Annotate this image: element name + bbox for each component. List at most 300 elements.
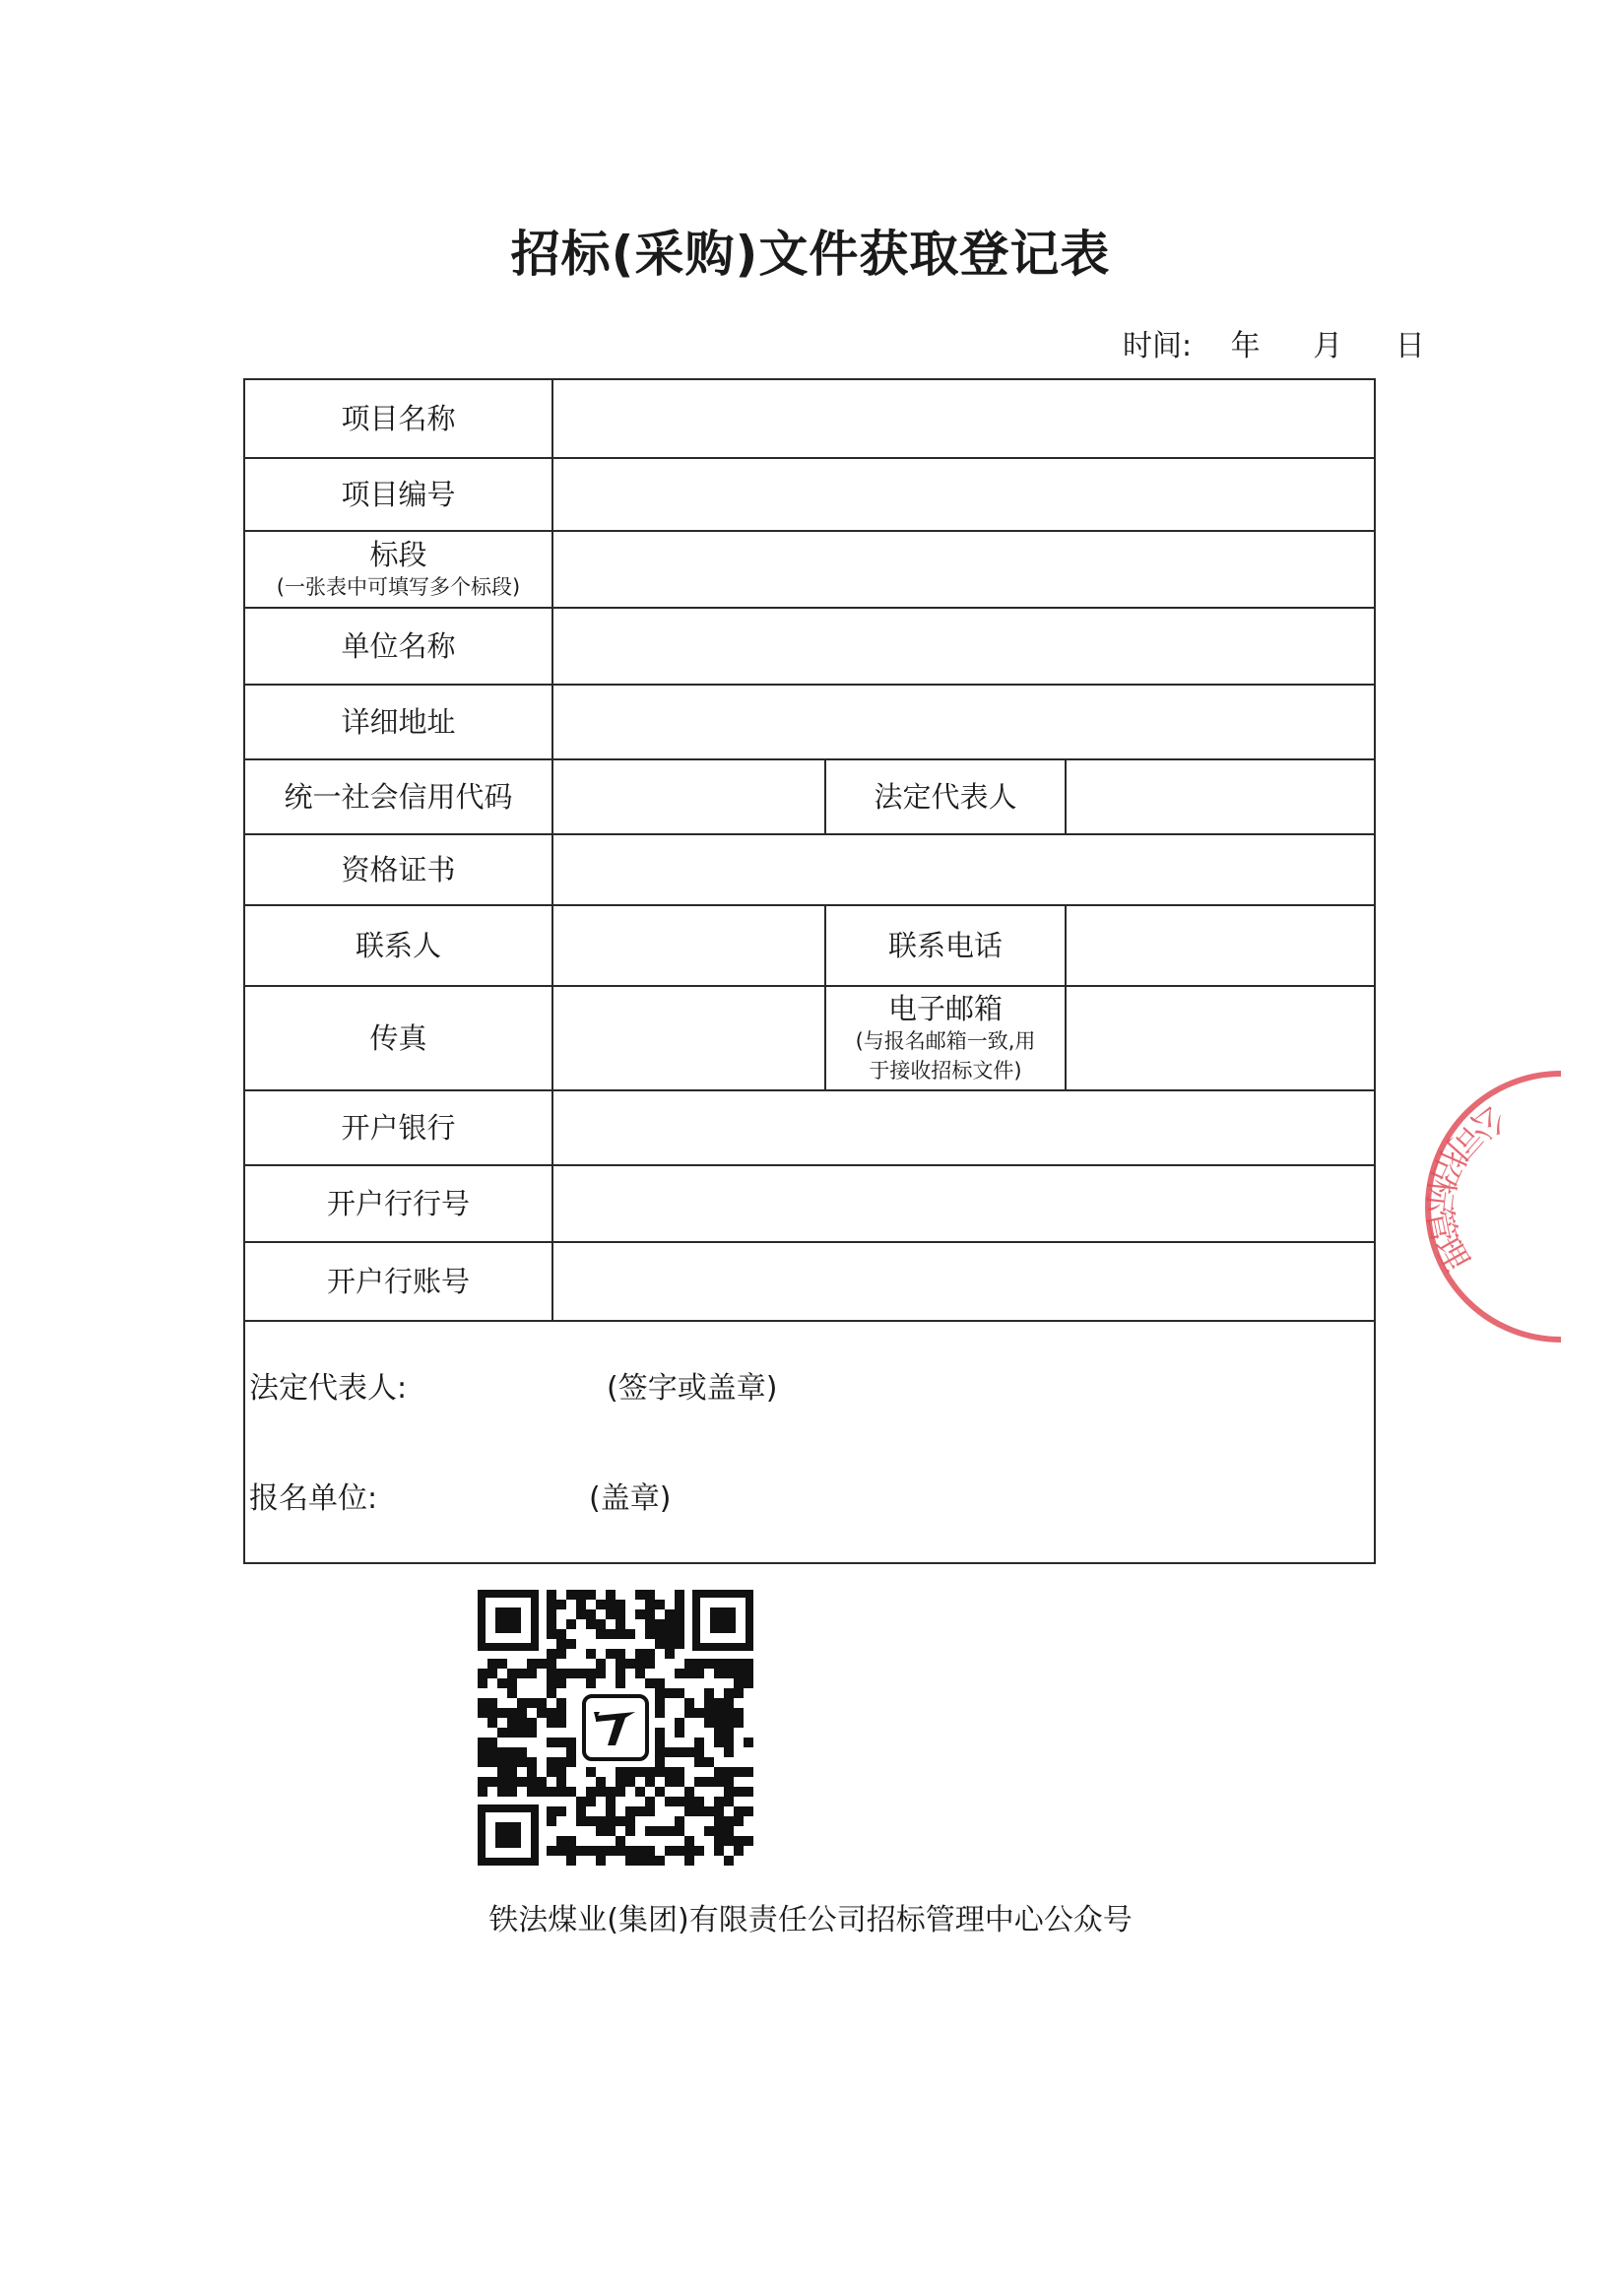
label-company-name: 单位名称 — [245, 609, 553, 684]
qr-module — [655, 1738, 665, 1747]
qr-module — [547, 1629, 556, 1639]
qr-module — [566, 1669, 576, 1678]
qr-module — [694, 1659, 704, 1669]
qr-module — [576, 1609, 586, 1619]
qr-module — [724, 1797, 734, 1806]
label-email-note-1: (与报名邮箱一致,用 — [855, 1029, 1036, 1053]
qr-module — [517, 1698, 527, 1708]
qr-module — [635, 1806, 645, 1816]
field-contact-person[interactable] — [553, 906, 826, 985]
legal-rep-signature-hint: (签字或盖章) — [607, 1371, 778, 1406]
qr-module — [645, 1777, 655, 1787]
qr-module — [556, 1639, 566, 1649]
qr-module — [556, 1787, 566, 1797]
qr-module — [547, 1767, 556, 1777]
qr-module — [665, 1777, 675, 1787]
qr-module — [704, 1659, 714, 1669]
qr-module — [517, 1747, 527, 1757]
qr-module — [645, 1797, 655, 1806]
qr-module — [586, 1649, 596, 1659]
qr-module — [606, 1629, 616, 1639]
qr-module — [675, 1816, 684, 1826]
qr-module — [507, 1728, 517, 1738]
qr-module — [744, 1787, 753, 1797]
row-project-number — [245, 459, 1374, 532]
qr-module — [625, 1846, 635, 1856]
qr-module — [537, 1708, 547, 1718]
label-section: 标段 (一张表中可填写多个标段) — [245, 532, 553, 607]
qr-module — [645, 1609, 655, 1619]
field-section[interactable] — [553, 532, 1374, 607]
qr-module — [684, 1806, 694, 1816]
qr-module — [537, 1787, 547, 1797]
qr-module — [694, 1846, 704, 1856]
qr-module — [616, 1787, 625, 1797]
qr-module — [527, 1728, 537, 1738]
row-contact — [245, 906, 1374, 987]
qr-module — [527, 1787, 537, 1797]
qr-module — [527, 1767, 537, 1777]
date-month: 月 — [1313, 329, 1343, 363]
qr-module — [684, 1846, 694, 1856]
qr-module — [507, 1678, 517, 1688]
qr-module — [635, 1659, 645, 1669]
qr-module — [507, 1757, 517, 1767]
qr-module — [527, 1669, 537, 1678]
qr-module — [547, 1669, 556, 1678]
qr-module — [744, 1678, 753, 1688]
qr-module — [586, 1669, 596, 1678]
field-fax[interactable] — [553, 987, 826, 1089]
qr-module — [714, 1718, 724, 1728]
qr-module — [675, 1728, 684, 1738]
qr-module — [547, 1678, 556, 1688]
label-qualification: 资格证书 — [245, 835, 553, 904]
qr-module — [556, 1767, 566, 1777]
qr-module — [655, 1629, 665, 1639]
date-year: 年 — [1230, 329, 1261, 363]
qr-module — [566, 1639, 576, 1649]
qr-module — [655, 1698, 665, 1708]
qr-module — [566, 1747, 576, 1757]
qr-module — [734, 1669, 744, 1678]
qr-module — [497, 1757, 507, 1767]
qr-module — [744, 1738, 753, 1747]
legal-rep-signature-line — [249, 1363, 778, 1407]
qr-module — [586, 1797, 596, 1806]
label-bank: 开户银行 — [245, 1091, 553, 1164]
qr-module — [694, 1777, 704, 1787]
qr-module — [556, 1698, 566, 1708]
qr-module — [487, 1738, 497, 1747]
qr-module — [665, 1747, 675, 1757]
qr-module — [616, 1619, 625, 1629]
qr-module — [596, 1669, 606, 1678]
qr-module — [655, 1826, 665, 1836]
qr-module — [734, 1688, 744, 1698]
qr-module — [606, 1826, 616, 1836]
field-bank[interactable] — [553, 1091, 1374, 1164]
qr-module — [507, 1718, 517, 1728]
qr-module — [497, 1777, 507, 1787]
qr-module — [714, 1659, 724, 1669]
qr-module — [507, 1777, 517, 1787]
qr-module — [566, 1738, 576, 1747]
qr-module — [517, 1669, 527, 1678]
qr-module — [556, 1777, 566, 1787]
label-bank-account: 开户行账号 — [245, 1243, 553, 1320]
document-title: 招标(采购)文件获取登记表 — [510, 226, 1111, 283]
qr-module — [497, 1659, 507, 1669]
qr-module — [527, 1659, 537, 1669]
qr-module — [547, 1816, 556, 1826]
qr-module — [616, 1777, 625, 1787]
qr-module — [527, 1718, 537, 1728]
qr-module — [596, 1856, 606, 1866]
qr-module — [606, 1846, 616, 1856]
label-project-number: 项目编号 — [245, 459, 553, 530]
qr-module — [616, 1669, 625, 1678]
qr-module — [576, 1806, 586, 1816]
qr-module — [586, 1846, 596, 1856]
qr-module — [547, 1600, 556, 1609]
qr-module — [704, 1826, 714, 1836]
qr-module — [724, 1856, 734, 1866]
label-project-name: 项目名称 — [245, 380, 553, 457]
qr-module — [714, 1836, 724, 1846]
qr-module — [655, 1767, 665, 1777]
qr-module — [576, 1797, 586, 1806]
row-bank-account — [245, 1243, 1374, 1322]
field-project-number[interactable] — [553, 459, 1374, 530]
qr-module — [507, 1669, 517, 1678]
qr-module — [625, 1826, 635, 1836]
qr-module — [478, 1698, 487, 1708]
qr-module — [556, 1669, 566, 1678]
qr-module — [625, 1816, 635, 1826]
qr-module — [724, 1747, 734, 1757]
row-qualification — [245, 835, 1374, 906]
qr-module — [478, 1777, 487, 1787]
unit-seal-label: 报名单位: — [249, 1481, 378, 1516]
qr-module — [675, 1767, 684, 1777]
qr-module — [665, 1846, 675, 1856]
qr-module — [645, 1659, 655, 1669]
field-address[interactable] — [553, 686, 1374, 758]
qr-module — [655, 1728, 665, 1738]
qr-module — [596, 1777, 606, 1787]
qr-module — [675, 1797, 684, 1806]
qr-module — [625, 1806, 635, 1816]
qr-module — [556, 1757, 566, 1767]
row-fax-email — [245, 987, 1374, 1091]
qr-module — [507, 1787, 517, 1797]
qr-module — [487, 1757, 497, 1767]
qr-module — [596, 1629, 606, 1639]
qr-module — [744, 1669, 753, 1678]
qr-module — [724, 1669, 734, 1678]
qr-module — [586, 1678, 596, 1688]
field-qualification[interactable] — [553, 835, 1374, 904]
qr-module — [635, 1787, 645, 1797]
qr-module — [734, 1678, 744, 1688]
qr-module — [645, 1590, 655, 1600]
qr-module — [704, 1698, 714, 1708]
qr-module — [635, 1846, 645, 1856]
qr-module — [655, 1747, 665, 1757]
qr-module — [635, 1669, 645, 1678]
qr-module — [586, 1816, 596, 1826]
qr-module — [487, 1698, 497, 1708]
qr-module — [694, 1757, 704, 1767]
qr-module — [547, 1590, 556, 1600]
qr-module — [507, 1708, 517, 1718]
qr-module — [547, 1619, 556, 1629]
qr-module — [665, 1609, 675, 1619]
qr-module — [675, 1590, 684, 1600]
qr-module — [655, 1678, 665, 1688]
qr-module — [517, 1708, 527, 1718]
qr-module — [684, 1659, 694, 1669]
qr-module — [694, 1747, 704, 1757]
qr-module — [734, 1659, 744, 1669]
qr-module — [547, 1708, 556, 1718]
qr-module — [724, 1728, 734, 1738]
field-bank-account[interactable] — [553, 1243, 1374, 1320]
label-section-note: (一张表中可填写多个标段) — [276, 575, 521, 599]
registration-form — [243, 378, 1376, 1564]
field-company-name[interactable] — [553, 609, 1374, 684]
qr-module — [714, 1797, 724, 1806]
qr-module — [694, 1669, 704, 1678]
qr-module — [616, 1767, 625, 1777]
qr-module — [547, 1688, 556, 1698]
qr-module — [714, 1698, 724, 1708]
qr-module — [487, 1708, 497, 1718]
qr-module — [704, 1806, 714, 1816]
qr-module — [497, 1787, 507, 1797]
qr-module — [487, 1747, 497, 1757]
qr-module — [645, 1629, 655, 1639]
qr-module — [596, 1619, 606, 1629]
qr-module — [714, 1826, 724, 1836]
qr-module — [478, 1757, 487, 1767]
qr-module — [478, 1747, 487, 1757]
qr-module — [487, 1669, 497, 1678]
label-credit-code: 统一社会信用代码 — [245, 760, 553, 833]
qr-module — [675, 1826, 684, 1836]
qr-module — [616, 1659, 625, 1669]
qr-module — [724, 1698, 734, 1708]
qr-module — [704, 1708, 714, 1718]
qr-module — [606, 1816, 616, 1826]
label-bank-code: 开户行行号 — [245, 1166, 553, 1241]
field-bank-code[interactable] — [553, 1166, 1374, 1241]
qr-module — [527, 1777, 537, 1787]
qr-module — [714, 1806, 724, 1816]
qr-module — [556, 1846, 566, 1856]
qr-module — [684, 1836, 694, 1846]
qr-module — [478, 1708, 487, 1718]
qr-module — [596, 1846, 606, 1856]
qr-module — [576, 1669, 586, 1678]
qr-module — [675, 1747, 684, 1757]
field-contact-phone[interactable] — [1067, 906, 1374, 985]
qr-module — [517, 1718, 527, 1728]
qr-module — [497, 1678, 507, 1688]
qr-module — [517, 1728, 527, 1738]
label-address: 详细地址 — [245, 686, 553, 758]
qr-module — [556, 1708, 566, 1718]
date-label: 时间: — [1123, 329, 1193, 363]
qr-module — [724, 1708, 734, 1718]
qr-module — [635, 1590, 645, 1600]
qr-module — [724, 1777, 734, 1787]
qr-module — [635, 1856, 645, 1866]
qr-module — [655, 1600, 665, 1609]
field-email[interactable] — [1067, 987, 1374, 1089]
qr-module — [547, 1846, 556, 1856]
qr-module — [684, 1747, 694, 1757]
field-credit-code[interactable] — [553, 760, 826, 833]
qr-module — [724, 1836, 734, 1846]
qr-module — [576, 1816, 586, 1826]
qr-module — [675, 1718, 684, 1728]
label-fax: 传真 — [245, 987, 553, 1089]
red-seal-stamp-icon — [1389, 1054, 1621, 1349]
qr-module — [527, 1698, 537, 1708]
qr-module — [675, 1846, 684, 1856]
qr-module — [665, 1767, 675, 1777]
row-bank-code — [245, 1166, 1374, 1243]
qr-module — [616, 1629, 625, 1639]
qr-module — [497, 1767, 507, 1777]
qr-module — [744, 1659, 753, 1669]
qr-module — [576, 1846, 586, 1856]
row-company-name — [245, 609, 1374, 686]
label-legal-rep: 法定代表人 — [826, 760, 1067, 833]
qr-module — [724, 1718, 734, 1728]
date-day: 日 — [1394, 329, 1425, 363]
qr-module — [606, 1787, 616, 1797]
qr-module — [606, 1609, 616, 1619]
row-address — [245, 686, 1374, 760]
label-email: 电子邮箱 (与报名邮箱一致,用 于接收招标文件) — [826, 987, 1067, 1089]
qr-module — [616, 1836, 625, 1846]
qr-module — [547, 1609, 556, 1619]
qr-module — [645, 1649, 655, 1659]
row-section — [245, 532, 1374, 609]
qr-module — [645, 1806, 655, 1816]
qr-module — [547, 1806, 556, 1816]
qr-module — [684, 1669, 694, 1678]
date-line — [1123, 321, 1425, 364]
qr-module — [527, 1757, 537, 1767]
qr-module — [635, 1767, 645, 1777]
qr-module — [734, 1846, 744, 1856]
qr-module — [487, 1777, 497, 1787]
qr-module — [645, 1846, 655, 1856]
qr-module — [596, 1787, 606, 1797]
qr-module — [734, 1718, 744, 1728]
qr-module — [655, 1688, 665, 1698]
qr-module — [714, 1708, 724, 1718]
qr-module — [566, 1757, 576, 1767]
qr-module — [556, 1600, 566, 1609]
qr-module — [586, 1590, 596, 1600]
qr-module — [694, 1738, 704, 1747]
qr-module — [665, 1826, 675, 1836]
qr-module — [655, 1757, 665, 1767]
qr-module — [675, 1669, 684, 1678]
qr-module — [537, 1777, 547, 1787]
qr-module — [635, 1649, 645, 1659]
qr-module — [556, 1806, 566, 1816]
qr-module — [566, 1590, 576, 1600]
qr-module — [675, 1600, 684, 1609]
qr-module — [724, 1816, 734, 1826]
qr-module — [547, 1649, 556, 1659]
qr-module — [478, 1787, 487, 1797]
qr-module — [507, 1747, 517, 1757]
qr-module — [645, 1678, 655, 1688]
qr-module — [537, 1659, 547, 1669]
qr-module — [576, 1600, 586, 1609]
qr-module — [675, 1619, 684, 1629]
qr-module — [547, 1787, 556, 1797]
qr-module — [734, 1787, 744, 1797]
qr-module — [724, 1767, 734, 1777]
unit-seal-line — [249, 1474, 672, 1517]
qr-module — [566, 1619, 576, 1629]
qr-module — [478, 1678, 487, 1688]
qr-module — [547, 1738, 556, 1747]
qr-module — [487, 1659, 497, 1669]
qr-module — [517, 1757, 527, 1767]
qr-module — [665, 1797, 675, 1806]
field-project-name[interactable] — [553, 380, 1374, 457]
qr-module — [655, 1708, 665, 1718]
row-bank — [245, 1091, 1374, 1166]
qr-module — [606, 1797, 616, 1806]
qr-module — [675, 1777, 684, 1787]
qr-module — [734, 1767, 744, 1777]
qr-module — [596, 1659, 606, 1669]
field-legal-rep[interactable] — [1067, 760, 1374, 833]
qr-module — [586, 1619, 596, 1629]
qr-module — [655, 1856, 665, 1866]
qr-module — [586, 1767, 596, 1777]
qr-module — [675, 1639, 684, 1649]
qr-module — [744, 1806, 753, 1816]
qr-module — [704, 1718, 714, 1728]
qr-module — [724, 1688, 734, 1698]
qr-module — [635, 1609, 645, 1619]
qr-module — [487, 1718, 497, 1728]
qr-module — [744, 1767, 753, 1777]
qr-module — [714, 1816, 724, 1826]
row-credit-code — [245, 760, 1374, 835]
qr-module — [714, 1767, 724, 1777]
qr-module — [596, 1816, 606, 1826]
qr-module — [694, 1806, 704, 1816]
qr-module — [684, 1787, 694, 1797]
qr-module — [556, 1836, 566, 1846]
qr-module — [507, 1767, 517, 1777]
qr-code-icon[interactable] — [478, 1590, 753, 1866]
legal-rep-signature-label: 法定代表人: — [249, 1371, 408, 1406]
qr-module — [566, 1856, 576, 1866]
